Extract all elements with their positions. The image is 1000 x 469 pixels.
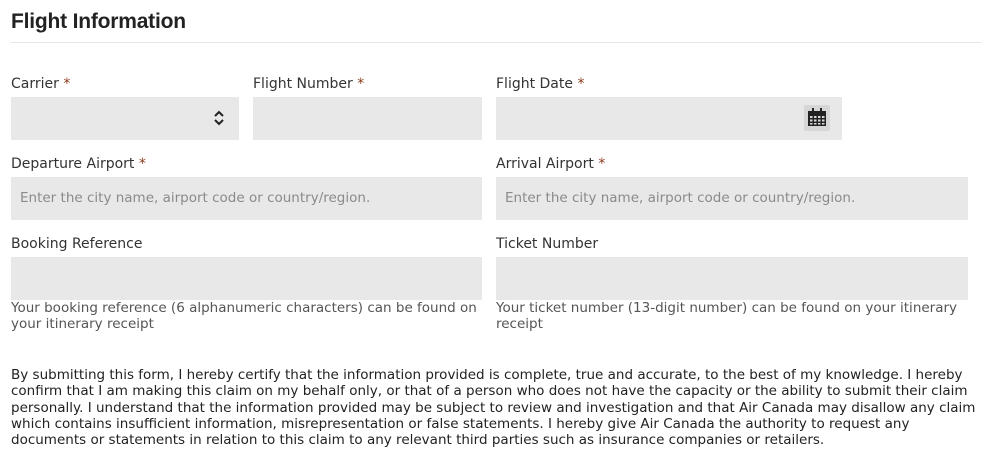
- departure-airport-placeholder: Enter the city name, airport code or country/region.: [20, 190, 371, 206]
- arrival-airport-label: [496, 156, 605, 172]
- required-marker: *: [63, 76, 71, 92]
- select-arrows-icon: [213, 110, 225, 126]
- ticket-number-label: Ticket Number: [496, 236, 599, 252]
- flight-date-label: [496, 76, 584, 92]
- calendar-button[interactable]: [804, 105, 830, 131]
- departure-airport-input[interactable]: [11, 177, 482, 220]
- ticket-number-input[interactable]: [496, 257, 968, 300]
- ticket-number-help: Your ticket number (13-digit number) can be found on your itinerary receipt: [496, 300, 958, 332]
- booking-reference-help: Your booking reference (6 alphanumeric characters) can be found on your itinerary receipt: [11, 300, 477, 332]
- flight-number-label: [253, 76, 364, 92]
- booking-reference-label: Booking Reference: [11, 236, 143, 252]
- arrival-airport-label-text: Arrival Airport: [496, 156, 594, 172]
- flight-date-label-text: Flight Date: [496, 76, 573, 92]
- arrival-airport-placeholder: Enter the city name, airport code or country/region.: [505, 190, 856, 206]
- carrier-select[interactable]: [11, 97, 239, 140]
- required-marker: *: [598, 156, 606, 172]
- flight-number-label-text: Flight Number: [253, 76, 353, 92]
- certification-text: By submitting this form, I hereby certify that the information provided is complete, true and accurate, to the best of my knowledge. I hereby confirm that I am making this claim on my behalf only, or that of a person who does not have the capacity or the ability to submit their claim personally. I understand that the information provided may be subject to review and investigation and that Air Canada may disallow any claim which contains insufficient information, misrepresentation or false statements. I hereby give Air Canada the authority to request any documents or statements in relation to this claim to any relevant third parties such as insurance companies or retailers.: [11, 367, 976, 449]
- required-marker: *: [357, 76, 365, 92]
- carrier-label: [11, 76, 70, 92]
- required-marker: *: [138, 156, 146, 172]
- arrival-airport-input[interactable]: [496, 177, 968, 220]
- departure-airport-label-text: Departure Airport: [11, 156, 135, 172]
- booking-reference-input[interactable]: [11, 257, 482, 300]
- required-marker: *: [577, 76, 585, 92]
- calendar-icon: [804, 105, 830, 131]
- carrier-label-text: Carrier: [11, 76, 59, 92]
- flight-number-input[interactable]: [253, 97, 482, 140]
- section-title: Flight Information: [11, 10, 186, 33]
- section-divider: [11, 42, 981, 43]
- departure-airport-label: [11, 156, 146, 172]
- flight-date-input[interactable]: [496, 97, 842, 140]
